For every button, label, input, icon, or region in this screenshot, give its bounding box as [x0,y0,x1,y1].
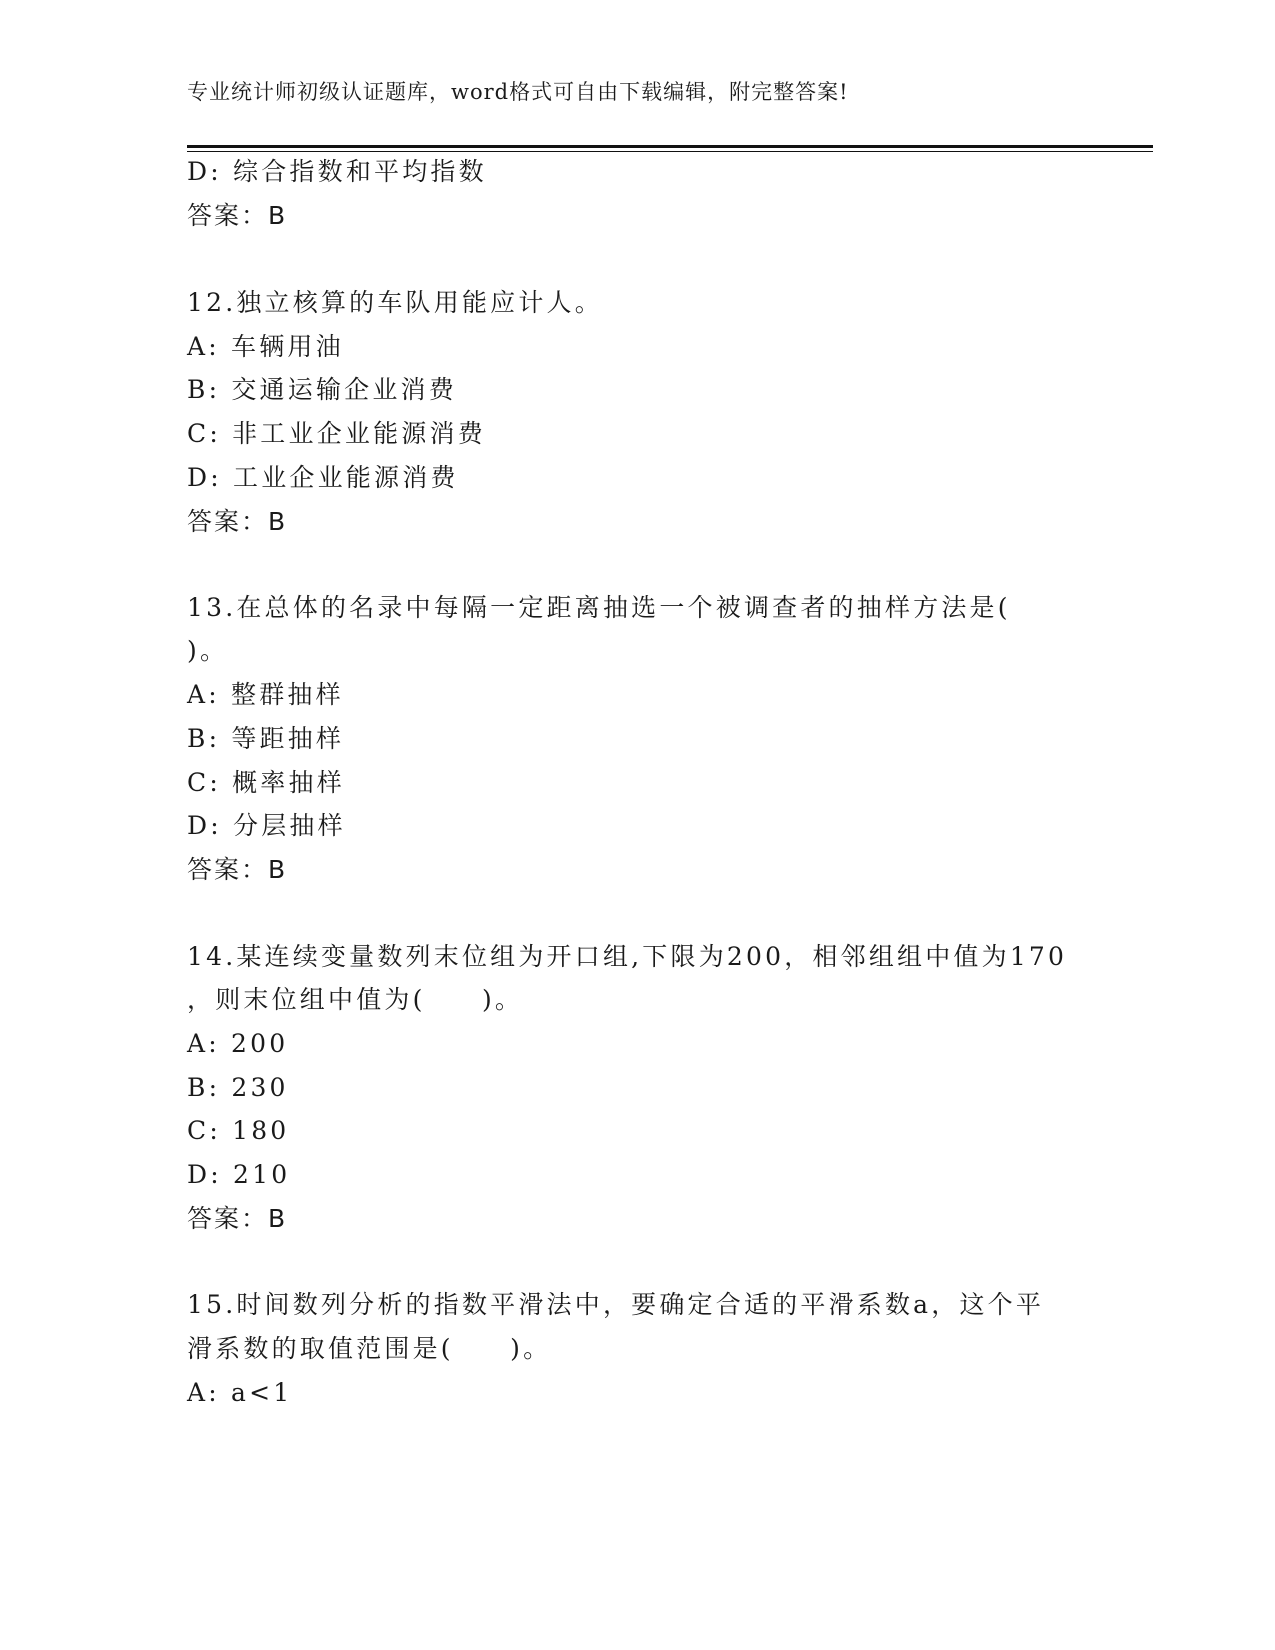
question-15-stem-line-2: 滑系数的取值范围是( )。 [187,1334,552,1363]
header-rule-thin [187,151,1153,152]
question-14-option-a: A: 200 [187,1029,289,1058]
question-12-answer: 答案：B [187,507,288,536]
question-13-option-b: B: 等距抽样 [187,724,345,753]
prev-answer: 答案：B [187,201,288,230]
question-12-option-d: D: 工业企业能源消费 [187,463,459,492]
page-header: 专业统计师初级认证题库，word格式可自由下载编辑，附完整答案! [187,80,849,104]
question-13-option-d: D: 分层抽样 [187,811,346,840]
question-14-answer: 答案：B [187,1204,288,1233]
question-12-stem: 12.独立核算的车队用能应计人。 [187,288,603,317]
question-13-option-c: C: 概率抽样 [187,768,345,797]
question-14-option-b: B: 230 [187,1073,289,1102]
question-14-option-d: D: 210 [187,1160,291,1189]
question-14-stem-line-2: ，则末位组中值为( )。 [187,985,524,1014]
question-13-stem-line-2: )。 [187,636,229,665]
prev-option-d: D: 综合指数和平均指数 [187,157,487,186]
question-14-stem-line-1: 14.某连续变量数列末位组为开口组,下限为200，相邻组组中值为170 [187,942,1068,971]
question-12-option-c: C: 非工业企业能源消费 [187,419,486,448]
question-15-option-a: A: a<1 [187,1378,293,1407]
question-14-option-c: C: 180 [187,1116,290,1145]
question-12-option-a: A: 车辆用油 [187,332,344,361]
question-13-stem-line-1: 13.在总体的名录中每隔一定距离抽选一个被调查者的抽样方法是( [187,593,1011,622]
question-13-option-a: A: 整群抽样 [187,680,344,709]
question-13-answer: 答案：B [187,855,288,884]
header-rule-thick [187,145,1153,148]
question-12-option-b: B: 交通运输企业消费 [187,375,457,404]
question-15-stem-line-1: 15.时间数列分析的指数平滑法中，要确定合适的平滑系数a，这个平 [187,1290,1045,1319]
